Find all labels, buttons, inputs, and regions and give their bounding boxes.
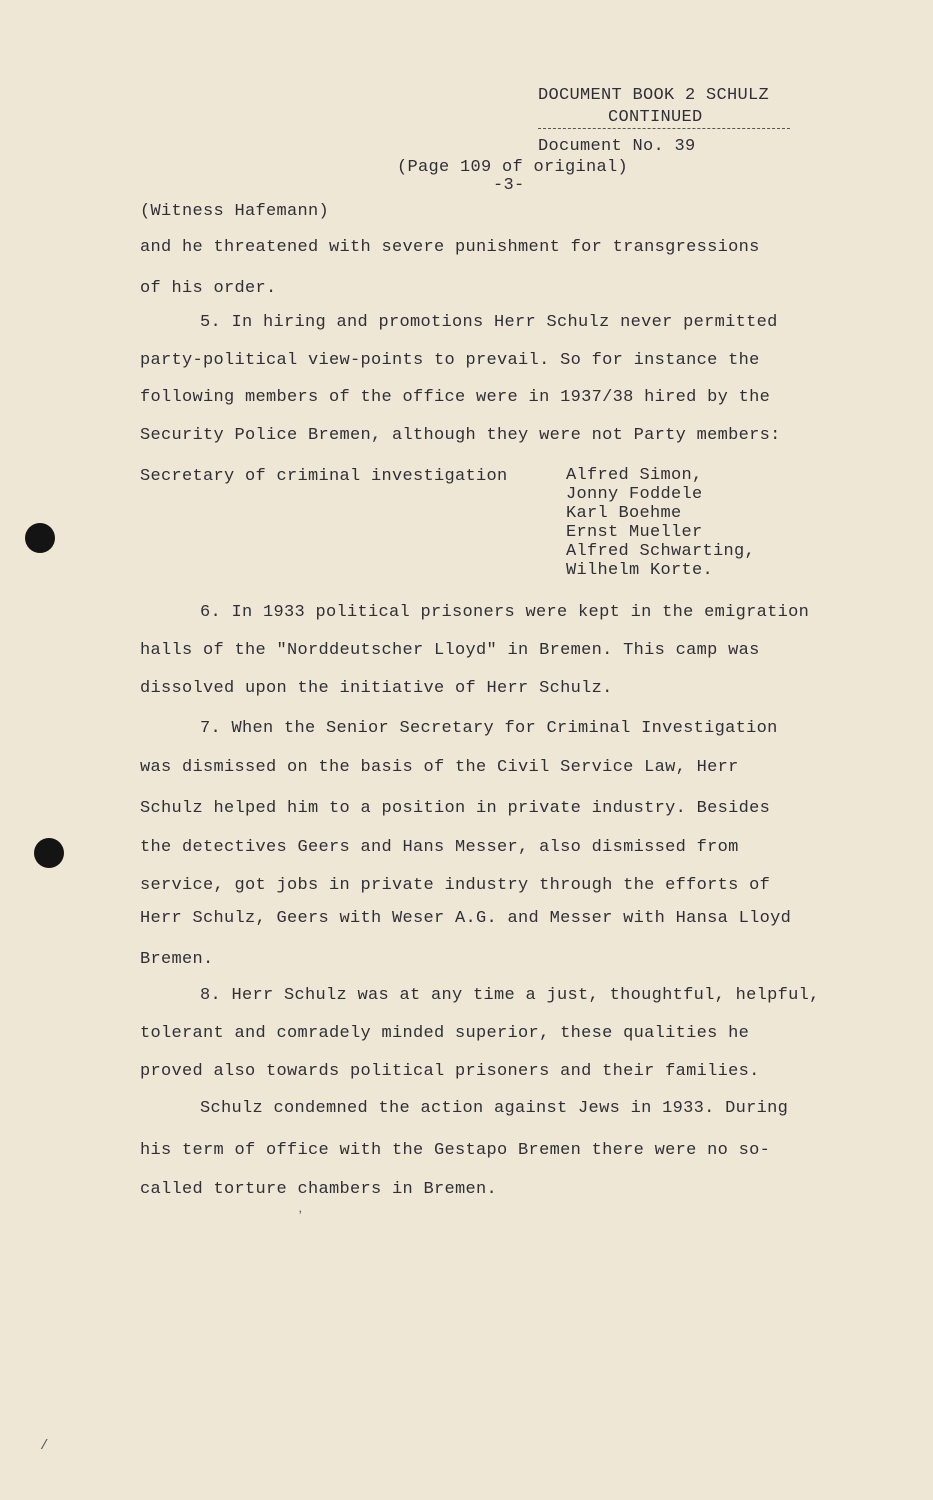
page-reference: (Page 109 of original) — [397, 158, 629, 177]
body-line: 7. When the Senior Secretary for Criminal Investigation — [200, 719, 778, 738]
continued-label: CONTINUED — [608, 108, 703, 127]
name-list-item: Karl Boehme — [566, 504, 682, 523]
body-line: Schulz helped him to a position in private industry. Besides — [140, 799, 771, 818]
page-number: -3- — [493, 176, 525, 195]
body-line: 6. In 1933 political prisoners were kept in the emigration — [200, 603, 810, 622]
body-line: 5. In hiring and promotions Herr Schulz never permitted — [200, 313, 778, 332]
punch-hole-bottom — [34, 838, 64, 868]
body-line: service, got jobs in private industry through the efforts of — [140, 876, 771, 895]
header-dashed-rule — [538, 128, 790, 129]
body-line: Schulz condemned the action against Jews in 1933. During — [200, 1099, 789, 1118]
body-line: the detectives Geers and Hans Messer, also dismissed from — [140, 838, 739, 857]
body-line: of his order. — [140, 279, 277, 298]
name-list-item: Alfred Simon, — [566, 466, 703, 485]
punch-hole-top — [25, 523, 55, 553]
position-label: Secretary of criminal investigation — [140, 467, 508, 486]
body-line: dissolved upon the initiative of Herr Schulz. — [140, 679, 613, 698]
body-line: tolerant and comradely minded superior, these qualities he — [140, 1024, 750, 1043]
witness-heading: (Witness Hafemann) — [140, 202, 330, 221]
name-list-item: Alfred Schwarting, — [566, 542, 756, 561]
name-list-item: Wilhelm Korte. — [566, 561, 714, 580]
body-line: halls of the "Norddeutscher Lloyd" in Bremen. This camp was — [140, 641, 760, 660]
body-line: party-political view-points to prevail. So for instance the — [140, 351, 760, 370]
stray-ink-mark: ʼ — [296, 1210, 305, 1226]
document-number: Document No. 39 — [538, 137, 696, 156]
body-line: 8. Herr Schulz was at any time a just, thoughtful, helpful, — [200, 986, 820, 1005]
body-line: and he threatened with severe punishment for transgressions — [140, 238, 760, 257]
body-line: Bremen. — [140, 950, 214, 969]
body-line: Herr Schulz, Geers with Weser A.G. and Messer with Hansa Lloyd — [140, 909, 792, 928]
name-list-item: Jonny Foddele — [566, 485, 703, 504]
body-line: proved also towards political prisoners and their families. — [140, 1062, 760, 1081]
name-list-item: Ernst Mueller — [566, 523, 703, 542]
body-line: his term of office with the Gestapo Bremen there were no so- — [140, 1141, 771, 1160]
body-line: was dismissed on the basis of the Civil Service Law, Herr — [140, 758, 739, 777]
document-book-title: DOCUMENT BOOK 2 SCHULZ — [538, 86, 770, 105]
body-line: following members of the office were in 1937/38 hired by the — [140, 388, 771, 407]
body-line: Security Police Bremen, although they were not Party members: — [140, 426, 781, 445]
body-line: called torture chambers in Bremen. — [140, 1180, 498, 1199]
stray-ink-mark: / — [40, 1438, 49, 1454]
